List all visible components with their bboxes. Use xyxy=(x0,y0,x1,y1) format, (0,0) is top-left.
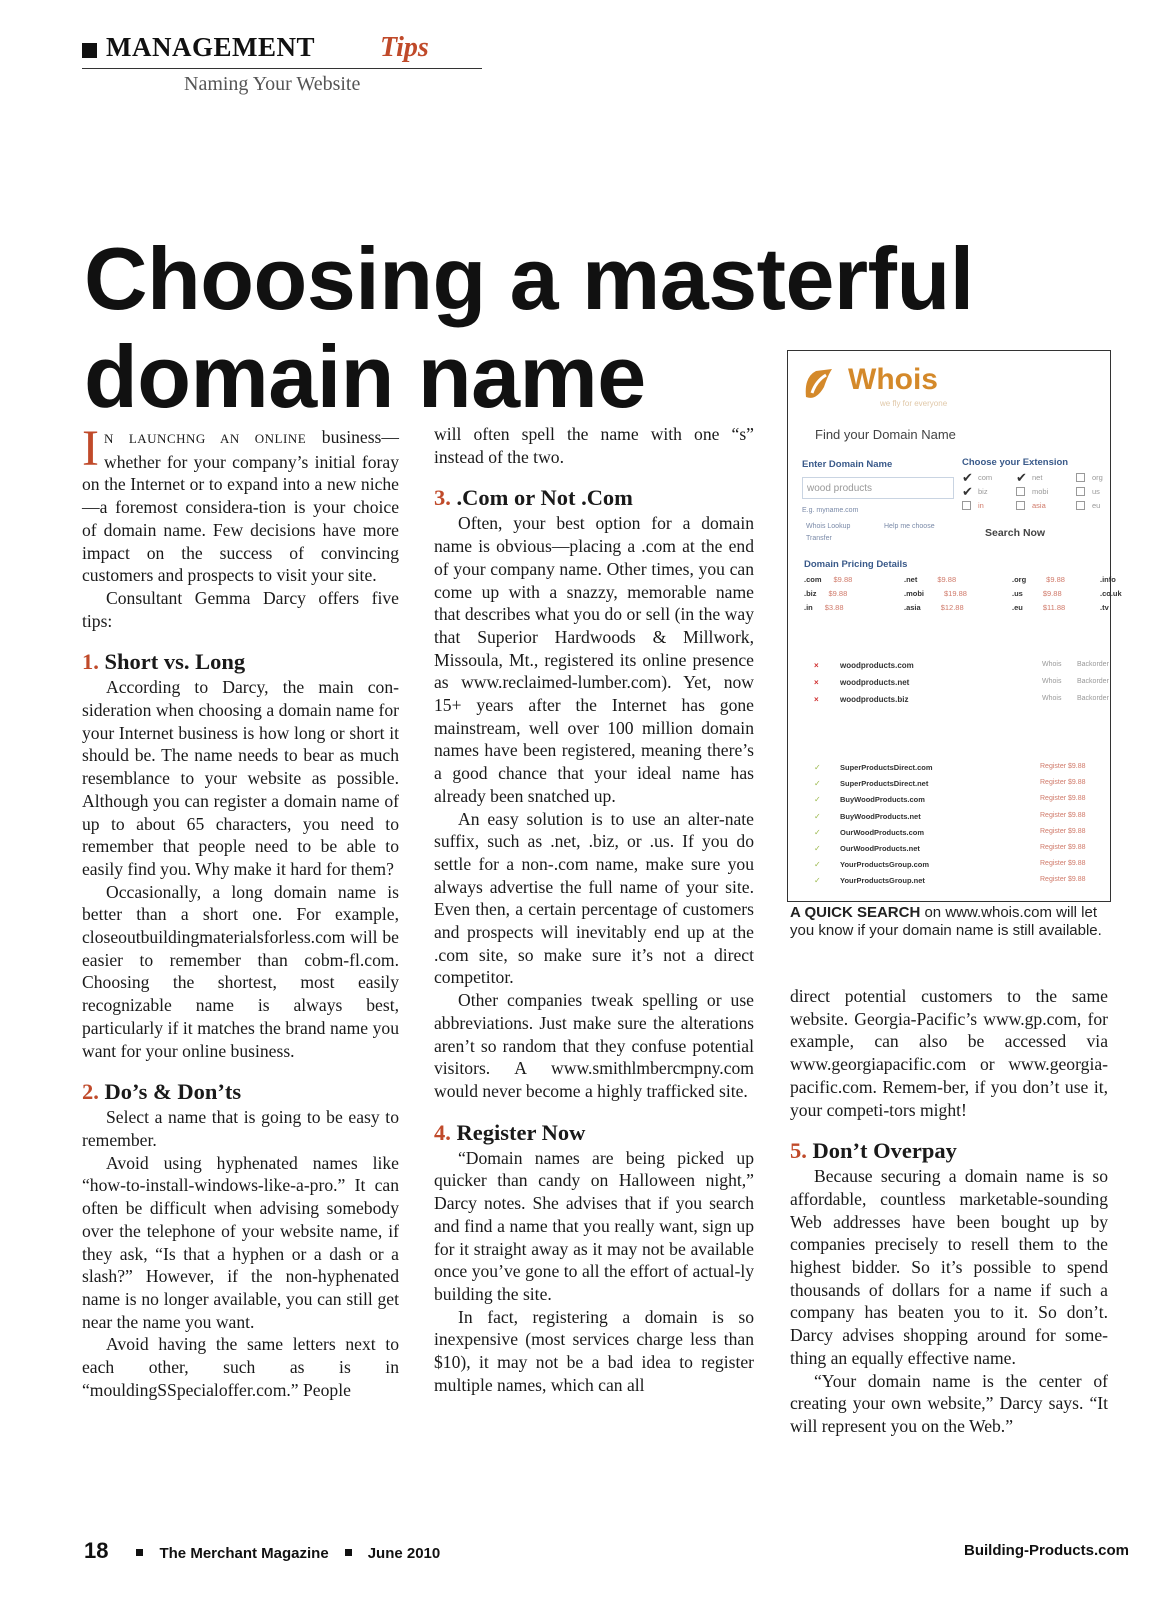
available-check-icon: ✓ xyxy=(814,779,821,789)
available-check-icon: ✓ xyxy=(814,763,821,772)
footer-site: Building-Products.com xyxy=(964,1542,1129,1559)
paragraph: Consultant Gemma Darcy offers five tips: xyxy=(82,587,399,631)
checkbox-checked-icon[interactable]: ✔ xyxy=(962,470,973,485)
price-cell: .mobi $19.88 xyxy=(904,589,967,598)
paragraph: “Your domain name is the center of creating your own website,” Darcy says. “It will represent you on the Web.” xyxy=(790,1370,1108,1436)
enter-domain-label: Enter Domain Name xyxy=(802,459,893,470)
checkbox[interactable] xyxy=(962,501,971,510)
checkbox[interactable] xyxy=(1076,473,1085,482)
register-link[interactable]: Register $9.88 xyxy=(1040,795,1086,803)
paragraph: Because securing a domain name is so affordable, countless marketable-sounding Web addresses have been bought up by companies precisely to resell them to the highest bidder. So it’s possible to spend thousands of dollars for a name if such a company has beaten you to it. So don’t. Darcy advises shopping around for some-thing an equally effective name. xyxy=(790,1166,1108,1368)
photo-caption: A QUICK SEARCH on www.whois.com will let you know if your domain name is still available. xyxy=(790,904,1102,939)
unavailable-icon: × xyxy=(814,661,819,670)
paragraph: An easy solution is to use an alter-nate suffix, such as .net, .biz, or .us. If you do settle for a non-.com name, make sure you always advertise the full name of your site. Even then, a certain percentage of customers and prospects will inevitably end up at the .com site, so make sure it’s not a direct competitor. xyxy=(434,808,754,988)
whois-link[interactable]: Whois xyxy=(1042,661,1062,668)
issue-date: June 2010 xyxy=(367,1545,441,1562)
paragraph: Select a name that is going to be easy to remember. xyxy=(82,1107,399,1150)
available-row xyxy=(802,812,1112,826)
extension-label-mobi: mobi xyxy=(1032,487,1049,496)
headline: Choosing a masterful domain name xyxy=(84,229,974,426)
price-cell: .eu $11.88 xyxy=(1012,603,1066,612)
extension-label-net: net xyxy=(1032,473,1043,482)
page-number: 18 xyxy=(84,1538,109,1563)
domain-name: BuyWoodProducts.com xyxy=(840,795,925,805)
unavailable-icon: × xyxy=(814,678,819,687)
register-link[interactable]: Register $9.88 xyxy=(1040,876,1086,884)
available-row xyxy=(802,860,1112,874)
extension-label-biz: biz xyxy=(978,487,988,496)
available-row xyxy=(802,779,1112,793)
domain-name: OurWoodProducts.com xyxy=(840,827,925,837)
pricing-label: Domain Pricing Details xyxy=(804,559,908,570)
available-check-icon: ✓ xyxy=(814,827,821,837)
taken-row xyxy=(802,678,1112,692)
available-check-icon: ✓ xyxy=(814,876,821,886)
register-link[interactable]: Register $9.88 xyxy=(1040,811,1086,819)
search-now-button[interactable]: Search Now xyxy=(985,527,1046,539)
subhead-2: 2. Do’s & Don’ts xyxy=(82,1079,242,1105)
drop-cap: I xyxy=(82,421,99,477)
domain-name: woodproducts.com xyxy=(840,661,914,670)
taken-row xyxy=(802,695,1112,709)
column-2 xyxy=(434,423,754,1396)
price-cell: .info xyxy=(1100,575,1116,584)
backorder-link[interactable]: Backorder xyxy=(1077,678,1109,685)
price-cell: .com $9.88 xyxy=(804,575,853,584)
price-cell: .biz $9.88 xyxy=(804,589,848,598)
extension-label-us: us xyxy=(1092,487,1100,496)
domain-name: SuperProductsDirect.com xyxy=(840,763,933,772)
price-cell: .co.uk xyxy=(1100,589,1122,598)
price-cell: .net $9.88 xyxy=(904,575,957,584)
extension-label-com: com xyxy=(978,473,993,482)
subhead-3: 3. .Com or Not .Com xyxy=(434,485,633,511)
paragraph: direct potential customers to the same website. Georgia-Pacific’s www.gp.com, for example, can also be accessed via www.georgiapacific.com or www.georgia-pacific.com. Remem-ber, if you don’t use it, your competi-tors might! xyxy=(790,986,1108,1120)
checkbox-checked-icon[interactable]: ✔ xyxy=(962,484,973,499)
taken-row xyxy=(802,661,1112,675)
paragraph: Avoid using hyphenated names like “how-to-install-windows-like-a-pro.” It can often be difficult when advising somebody over the telephone of your website name, if they ask, “Is that a hyphen or a dash or a slash?” However, if the non-hyphenated name is no longer available, you can still get near the name you want. xyxy=(82,1152,399,1332)
paragraph: Other companies tweak spelling or use abbreviations. Just make sure the alterations aren’t so random that they confuse potential visitors. A www.smithlmbercmpny.com would never become a highly trafficked site. xyxy=(434,990,754,1101)
available-row xyxy=(802,763,1112,777)
available-row xyxy=(802,828,1112,842)
extension-label-eu: eu xyxy=(1092,501,1101,510)
extension-label-in: in xyxy=(978,501,984,510)
backorder-link[interactable]: Backorder xyxy=(1077,695,1109,702)
available-row xyxy=(802,844,1112,858)
checkbox[interactable] xyxy=(1076,501,1085,510)
register-link[interactable]: Register $9.88 xyxy=(1040,844,1086,851)
column-1 xyxy=(82,421,399,1401)
find-title: Find your Domain Name xyxy=(815,427,956,442)
whois-lookup-link[interactable]: Whois Lookup xyxy=(806,523,851,530)
paragraph: In fact, registering a domain is so inexpensive (most services charge less than $10), it may not be a bad idea to register multiple names, which can all xyxy=(434,1306,754,1395)
unavailable-icon: × xyxy=(814,695,819,704)
section-tips: Tips xyxy=(380,32,429,63)
price-cell: .in $3.88 xyxy=(804,603,844,612)
price-cell: .us $9.88 xyxy=(1012,589,1062,598)
domain-name: YourProductsGroup.net xyxy=(840,876,925,886)
register-link[interactable]: Register $9.88 xyxy=(1040,763,1086,770)
extension-label-asia: asia xyxy=(1032,501,1046,510)
subhead-4: 4. Register Now xyxy=(434,1119,586,1145)
domain-name: SuperProductsDirect.net xyxy=(840,779,929,789)
paragraph: According to Darcy, the main con-sideration when choosing a domain name for your Internet business is how long or short it should be. The name needs to bear as much resemblance to your website as possible. Although you can register a domain name of up to about 65 characters, you need to remember that people need to be able to easily find you. Why make it hard for them? xyxy=(82,677,399,879)
domain-name: woodproducts.biz xyxy=(840,695,909,704)
register-link[interactable]: Register $9.88 xyxy=(1040,827,1086,835)
whois-screenshot xyxy=(787,350,1122,902)
intro-smallcaps: N LAUNCHNG AN ONLINE xyxy=(103,431,307,446)
column-3 xyxy=(790,985,1108,1438)
intro-text: business—whether for your company’s initial foray on the Internet or to expand into a new niche—a foremost considera-tion is your choice of domain name. Few decisions have more impact on the success of convincing customers and prospects to visit your site. xyxy=(82,427,399,586)
whois-tagline: we fly for everyone xyxy=(880,399,948,408)
paragraph: Occasionally, a long domain name is better than a short one. For example, closeoutbuildingmaterialsforless.com will be easier to remember than cobm-fl.com. Choosing the shortest, most easily recognizable name is always best, particularly if it matches the brand name you want for your online business. xyxy=(82,881,399,1061)
example-text: E.g. myname.com xyxy=(802,507,859,514)
paragraph: will often spell the name with one “s” instead of the two. xyxy=(434,424,754,467)
extension-label: Choose your Extension xyxy=(962,457,1069,468)
whois-link[interactable]: Whois xyxy=(1042,678,1062,685)
extension-label-org: org xyxy=(1092,473,1103,482)
available-check-icon: ✓ xyxy=(814,844,821,853)
price-cell: .org $9.88 xyxy=(1012,575,1065,584)
register-link[interactable]: Register $9.88 xyxy=(1040,860,1086,868)
paragraph: “Domain names are being picked up quicker than candy on Halloween night,” Darcy notes. She advises that if you search and find a name that you really want, sign up for it straight away as it may not be available once you’ve gone to all the effort of actual-ly building the site. xyxy=(434,1147,754,1304)
price-cell: .asia $12.88 xyxy=(904,603,964,612)
magazine-name: The Merchant Magazine xyxy=(159,1545,329,1562)
paragraph: Often, your best option for a domain name is obvious—placing a .com at the end of your company name. Other times, you can come up with a snazzy, memorable name that describes what you do or sell (in the way that Superior Hardwoods & Millwork, Missoula, Mt., registered its online presence as www.reclaimed-lumber.com). Yet, now 15+ years after the Internet has gone mainstream, well over 100 million domain names have been registered, meaning there’s a good chance that your ideal name has already been snatched up. xyxy=(434,513,754,806)
transfer-link[interactable]: Transfer xyxy=(806,535,832,542)
paragraph: Avoid having the same letters next to each other, such as is in “mouldingSSpecialoffer.com.” People xyxy=(82,1334,399,1400)
price-cell: .tv xyxy=(1100,603,1109,612)
domain-name: woodproducts.net xyxy=(840,678,910,687)
backorder-link[interactable]: Backorder xyxy=(1077,661,1109,668)
available-row xyxy=(802,795,1112,809)
section-bullet xyxy=(82,43,97,58)
section-header xyxy=(82,34,482,69)
intro-paragraph xyxy=(82,421,399,587)
whois-logo: Whois xyxy=(848,363,938,396)
domain-name: YourProductsGroup.com xyxy=(840,860,930,870)
checkbox[interactable] xyxy=(1016,501,1025,510)
whois-logo-icon xyxy=(802,367,836,401)
section-title: MANAGEMENT xyxy=(106,32,315,62)
subhead-1: 1. Short vs. Long xyxy=(82,649,246,675)
checkbox-checked-icon[interactable]: ✔ xyxy=(1016,470,1027,485)
section-subtitle: Naming Your Website xyxy=(184,73,361,95)
available-check-icon: ✓ xyxy=(814,795,821,805)
checkbox[interactable] xyxy=(1016,487,1025,496)
footer-left xyxy=(84,1538,440,1564)
available-row xyxy=(802,876,1112,890)
domain-name: BuyWoodProducts.net xyxy=(840,811,921,821)
available-check-icon: ✓ xyxy=(814,811,821,821)
subhead-5: 5. Don’t Overpay xyxy=(790,1138,957,1164)
help-choose-link[interactable]: Help me choose xyxy=(884,523,935,530)
register-link[interactable]: Register $9.88 xyxy=(1040,779,1086,787)
whois-link[interactable]: Whois xyxy=(1042,695,1062,702)
available-check-icon: ✓ xyxy=(814,860,821,870)
domain-name: OurWoodProducts.net xyxy=(840,844,920,853)
checkbox[interactable] xyxy=(1076,487,1085,496)
domain-input[interactable]: wood products xyxy=(802,477,954,499)
